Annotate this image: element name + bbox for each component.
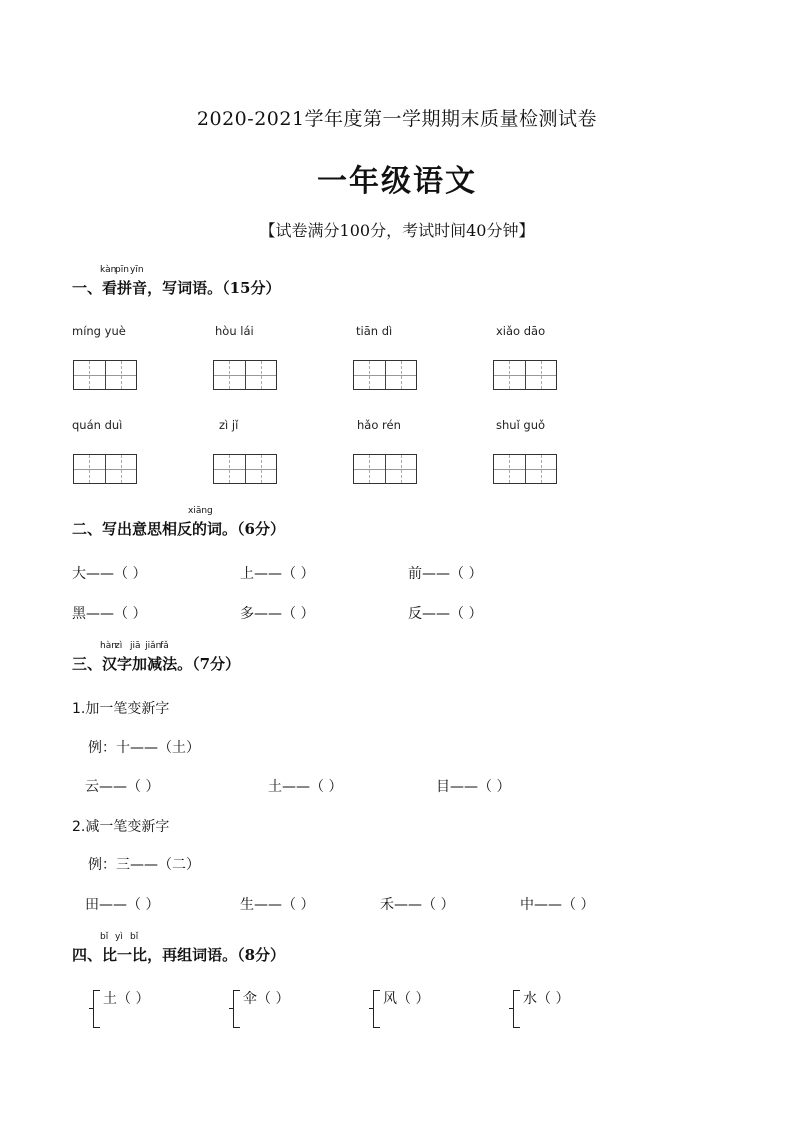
compare-item[interactable]: 水（ ） [523,991,570,1007]
ruby-yin [130,265,148,298]
antonym-item[interactable]: 上——（ ） [240,566,315,582]
section-2-score: （6分） [237,520,285,538]
ruby-bi-2 [130,932,148,965]
brace-icon [93,990,102,1028]
subject-title: 一年级语文 [317,164,477,199]
pinyin-xiang: xiāng [188,506,213,516]
exam-note: 【试卷满分100分，考试时间40分钟】 [259,221,535,240]
antonym-item[interactable]: 反——（ ） [408,606,483,622]
remove-stroke-item[interactable]: 中——（ ） [520,897,595,913]
char-pin: 拼 [117,279,133,297]
remove-stroke-item[interactable]: 生——（ ） [240,897,315,913]
add-stroke-item[interactable]: 云——（ ） [85,779,160,795]
section-3-heading [72,641,241,674]
pinyin-han: hàn [100,641,117,651]
pinyin-prompt: míng yuè [72,324,126,338]
antonym-item[interactable]: 大——（ ） [72,566,147,582]
writing-grid[interactable] [493,454,557,484]
ruby-jian [145,641,163,674]
pinyin-zi: zì [115,641,123,651]
example-1: 例：十——（土） [88,740,200,756]
char-zi: 字 [117,655,133,673]
section-4-number: 四、 [72,946,103,964]
pinyin-pin: pīn [115,265,129,275]
section-1-text: ，写词语。 [147,279,223,297]
antonym-item[interactable]: 前——（ ） [408,566,483,582]
brace-icon [233,990,242,1028]
ruby-yi [115,932,133,965]
subsection-1-title: 1.加一笔变新字 [72,701,170,717]
antonym-item[interactable]: 多——（ ） [240,606,315,622]
pinyin-jia: jiā [130,641,141,651]
brace-icon [513,990,522,1028]
example-2: 例：三——（二） [88,857,200,873]
pinyin-bi-2: bǐ [130,932,139,942]
pinyin-fa: fǎ [160,641,169,651]
pinyin-prompt: quán duì [72,418,123,432]
pinyin-prompt: hǎo rén [357,418,401,432]
section-2-text: 二、写出意思相反的词。 [72,520,238,538]
section-3-text: 。 [177,655,193,673]
section-4-text: ，再组词语。 [147,946,238,964]
char-bi-2: 比 [132,946,148,964]
writing-grid[interactable] [353,454,417,484]
char-fa: 法 [162,655,178,673]
pinyin-prompt: hòu lái [215,324,254,338]
ruby-han [100,641,118,674]
add-stroke-item[interactable]: 目——（ ） [436,779,511,795]
char-han: 汉 [102,655,118,673]
ruby-pin [115,265,133,298]
writing-grid[interactable] [213,360,277,390]
char-yin: 音 [132,279,148,297]
brace-icon [373,990,382,1028]
section-4-heading [72,932,286,965]
section-3-number: 三、 [72,655,103,673]
pinyin-prompt: zì jǐ [219,418,239,432]
pinyin-kan: kàn [100,265,117,275]
exam-title: 2020-2021学年度第一学期期末质量检测试卷 [196,108,598,130]
pinyin-prompt: xiǎo dāo [496,324,546,338]
writing-grid[interactable] [73,360,137,390]
compare-item[interactable]: 伞（ ） [243,991,290,1007]
writing-grid[interactable] [353,360,417,390]
section-4-score: （8分） [237,946,286,964]
writing-grid[interactable] [493,360,557,390]
compare-item[interactable]: 风（ ） [383,991,430,1007]
section-3-score: （7分） [192,655,241,673]
ruby-fa [160,641,178,674]
pinyin-jian: jiǎn [145,641,162,651]
section-1-score: （15分） [222,279,281,297]
ruby-kan [100,265,118,298]
pinyin-prompt: tiān dì [356,324,393,338]
remove-stroke-item[interactable]: 禾——（ ） [380,897,455,913]
char-yi: 一 [117,946,133,964]
writing-grid[interactable] [73,454,137,484]
ruby-jia [130,641,148,674]
char-jian: 减 [147,655,163,673]
compare-item[interactable]: 土（ ） [103,991,150,1007]
remove-stroke-item[interactable]: 田——（ ） [85,897,160,913]
section-1-number: 一、 [72,279,103,297]
writing-grid[interactable] [213,454,277,484]
char-kan: 看 [102,279,118,297]
pinyin-bi: bǐ [100,932,109,942]
pinyin-yin: yīn [130,265,144,275]
pinyin-prompt: shuǐ guǒ [496,418,546,432]
ruby-zi [115,641,133,674]
section-2-heading [72,518,285,539]
subsection-2-title: 2.减一笔变新字 [72,819,170,835]
antonym-item[interactable]: 黑——（ ） [72,606,147,622]
add-stroke-item[interactable]: 土——（ ） [268,779,343,795]
char-jia: 加 [132,655,148,673]
ruby-bi [100,932,118,965]
pinyin-yi: yì [115,932,123,942]
section-1-heading [72,265,281,298]
char-bi: 比 [102,946,118,964]
